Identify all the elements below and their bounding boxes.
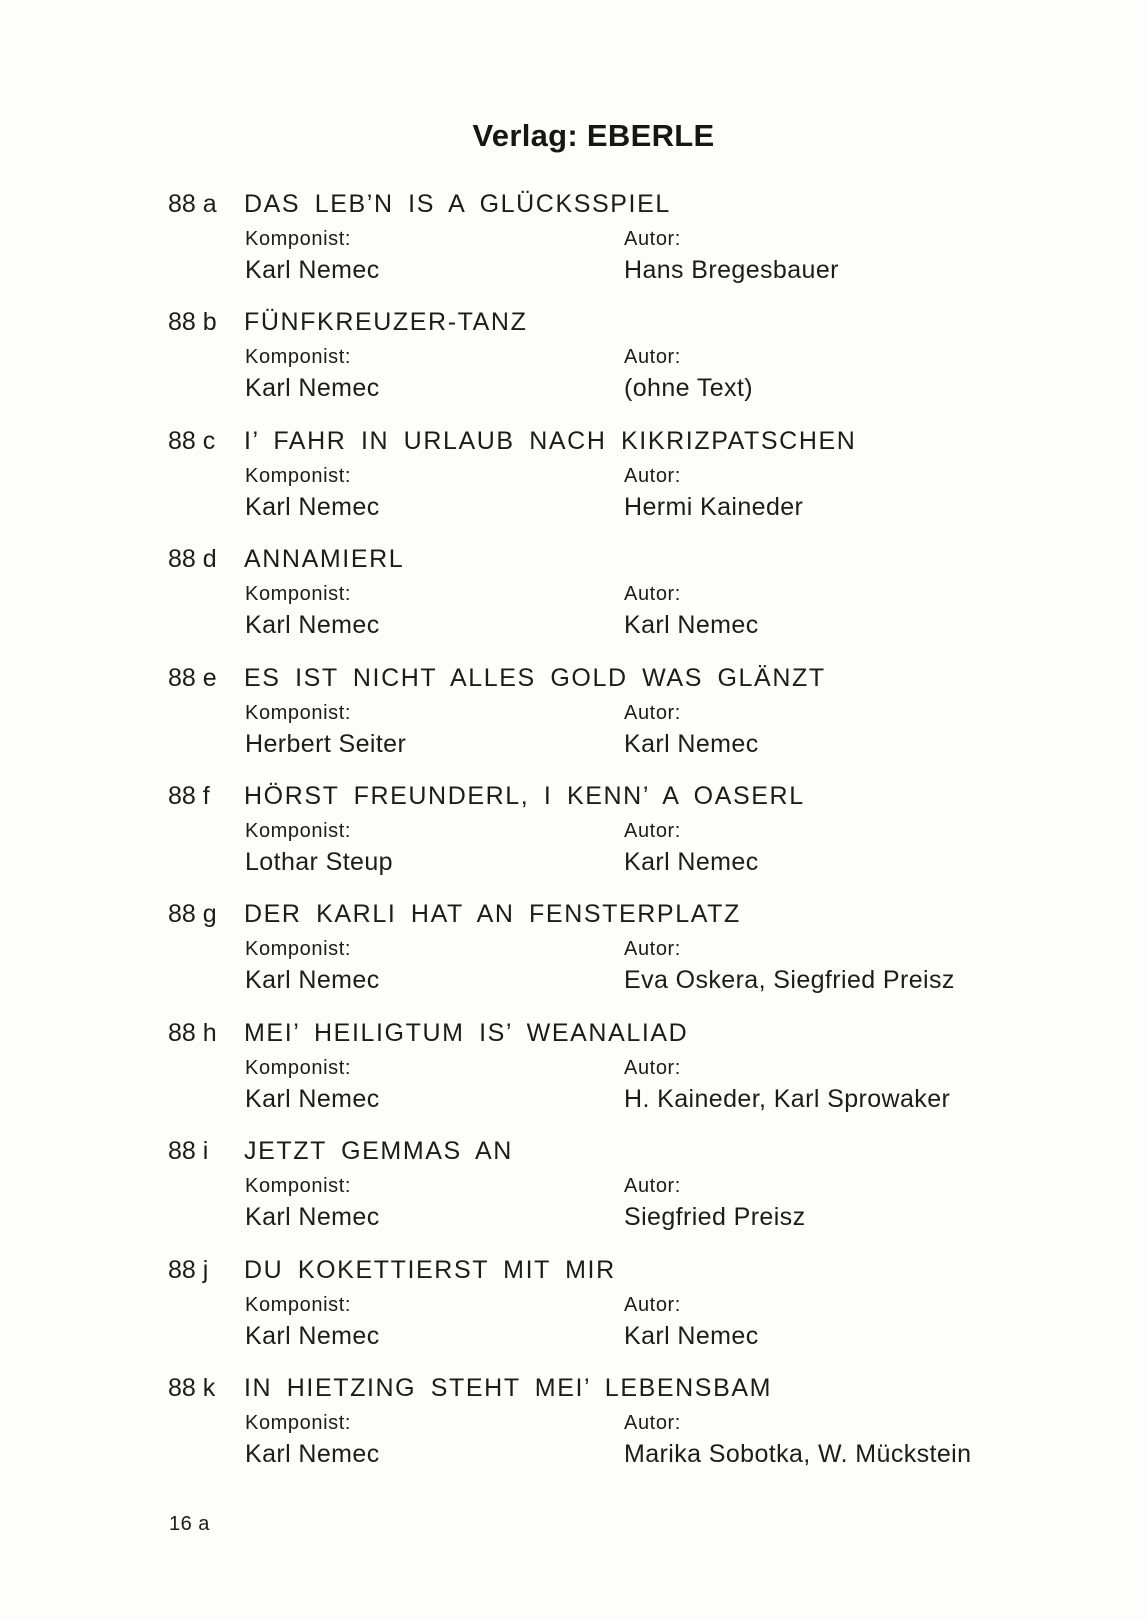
composer-name: Lothar Steup xyxy=(245,847,393,876)
composer-label: Komponist: xyxy=(245,1056,352,1079)
composer-name: Herbert Seiter xyxy=(245,729,407,758)
entry-number: 88 a xyxy=(168,190,217,218)
author-name: Karl Nemec xyxy=(624,611,759,640)
list-item xyxy=(168,1374,1068,1492)
entry-list xyxy=(168,190,1068,1492)
composer-name: Karl Nemec xyxy=(245,1084,380,1113)
entry-title: HÖRST FREUNDERL, I KENN’ A OASERL xyxy=(244,781,805,810)
composer-name: Karl Nemec xyxy=(245,1321,380,1350)
entry-title: ES IST NICHT ALLES GOLD WAS GLÄNZT xyxy=(244,663,826,692)
entry-title: FÜNFKREUZER-TANZ xyxy=(244,308,528,337)
list-item xyxy=(168,427,1068,545)
author-label: Autor: xyxy=(624,1056,681,1079)
composer-name: Karl Nemec xyxy=(245,1203,380,1232)
entry-number: 88 i xyxy=(168,1137,209,1166)
author-name: Marika Sobotka, W. Mückstein xyxy=(624,1439,972,1468)
entry-title: ANNAMIERL xyxy=(244,545,405,574)
composer-name: Karl Nemec xyxy=(245,374,380,403)
entry-title: DU KOKETTIERST MIT MIR xyxy=(244,1255,616,1284)
list-item xyxy=(168,545,1068,663)
composer-name: Karl Nemec xyxy=(245,256,380,284)
composer-label: Komponist: xyxy=(245,228,352,250)
composer-label: Komponist: xyxy=(245,938,352,961)
composer-name: Karl Nemec xyxy=(245,1439,380,1468)
list-item xyxy=(168,190,1068,308)
composer-label: Komponist: xyxy=(245,819,352,842)
composer-label: Komponist: xyxy=(245,1175,352,1198)
list-item xyxy=(168,308,1068,426)
page-title: Verlag: EBERLE xyxy=(472,118,715,153)
list-item xyxy=(168,900,1068,1018)
author-label: Autor: xyxy=(624,701,681,724)
composer-label: Komponist: xyxy=(245,464,352,487)
author-name: Eva Oskera, Siegfried Preisz xyxy=(624,966,955,995)
composer-name: Karl Nemec xyxy=(245,966,380,995)
entry-number: 88 h xyxy=(168,1018,217,1047)
author-label: Autor: xyxy=(624,583,681,606)
composer-label: Komponist: xyxy=(245,701,352,724)
author-name: Siegfried Preisz xyxy=(624,1203,806,1232)
author-label: Autor: xyxy=(624,1411,681,1434)
entry-number: 88 b xyxy=(168,308,217,337)
entry-number: 88 f xyxy=(168,781,210,810)
composer-name: Karl Nemec xyxy=(245,611,380,640)
composer-label: Komponist: xyxy=(245,1293,352,1316)
entry-title: MEI’ HEILIGTUM IS’ WEANALIAD xyxy=(244,1018,689,1047)
entry-number: 88 j xyxy=(168,1255,209,1284)
author-name: H. Kaineder, Karl Sprowaker xyxy=(624,1084,951,1113)
list-item xyxy=(168,1019,1068,1137)
author-name: Hermi Kaineder xyxy=(624,492,804,521)
entry-title: IN HIETZING STEHT MEI’ LEBENSBAM xyxy=(244,1373,773,1402)
list-item xyxy=(168,664,1068,782)
entry-title: DAS LEB’N IS A GLÜCKSSPIEL xyxy=(244,190,671,218)
author-name: Karl Nemec xyxy=(624,729,759,758)
entry-title: JETZT GEMMAS AN xyxy=(244,1137,513,1166)
author-label: Autor: xyxy=(624,819,681,842)
list-item xyxy=(168,1137,1068,1255)
list-item xyxy=(168,1256,1068,1374)
author-label: Autor: xyxy=(624,1175,681,1198)
author-label: Autor: xyxy=(624,938,681,961)
author-name: Karl Nemec xyxy=(624,1321,759,1350)
author-name: (ohne Text) xyxy=(624,374,754,403)
entry-number: 88 e xyxy=(168,663,217,692)
composer-label: Komponist: xyxy=(245,346,352,369)
author-label: Autor: xyxy=(624,346,681,369)
author-label: Autor: xyxy=(624,1293,681,1316)
author-label: Autor: xyxy=(624,464,681,487)
author-label: Autor: xyxy=(624,228,681,250)
entry-number: 88 k xyxy=(168,1373,216,1402)
list-item xyxy=(168,782,1068,900)
author-name: Karl Nemec xyxy=(624,847,759,876)
entry-title: DER KARLI HAT AN FENSTERPLATZ xyxy=(244,900,741,929)
entry-number: 88 c xyxy=(168,426,216,455)
entry-title: I’ FAHR IN URLAUB NACH KIKRIZPATSCHEN xyxy=(244,426,857,455)
entry-number: 88 g xyxy=(168,900,217,929)
author-name: Hans Bregesbauer xyxy=(624,256,839,284)
composer-name: Karl Nemec xyxy=(245,492,380,521)
entry-number: 88 d xyxy=(168,545,217,574)
page-number: 16 a xyxy=(169,1513,210,1535)
composer-label: Komponist: xyxy=(245,583,352,606)
composer-label: Komponist: xyxy=(245,1411,352,1434)
